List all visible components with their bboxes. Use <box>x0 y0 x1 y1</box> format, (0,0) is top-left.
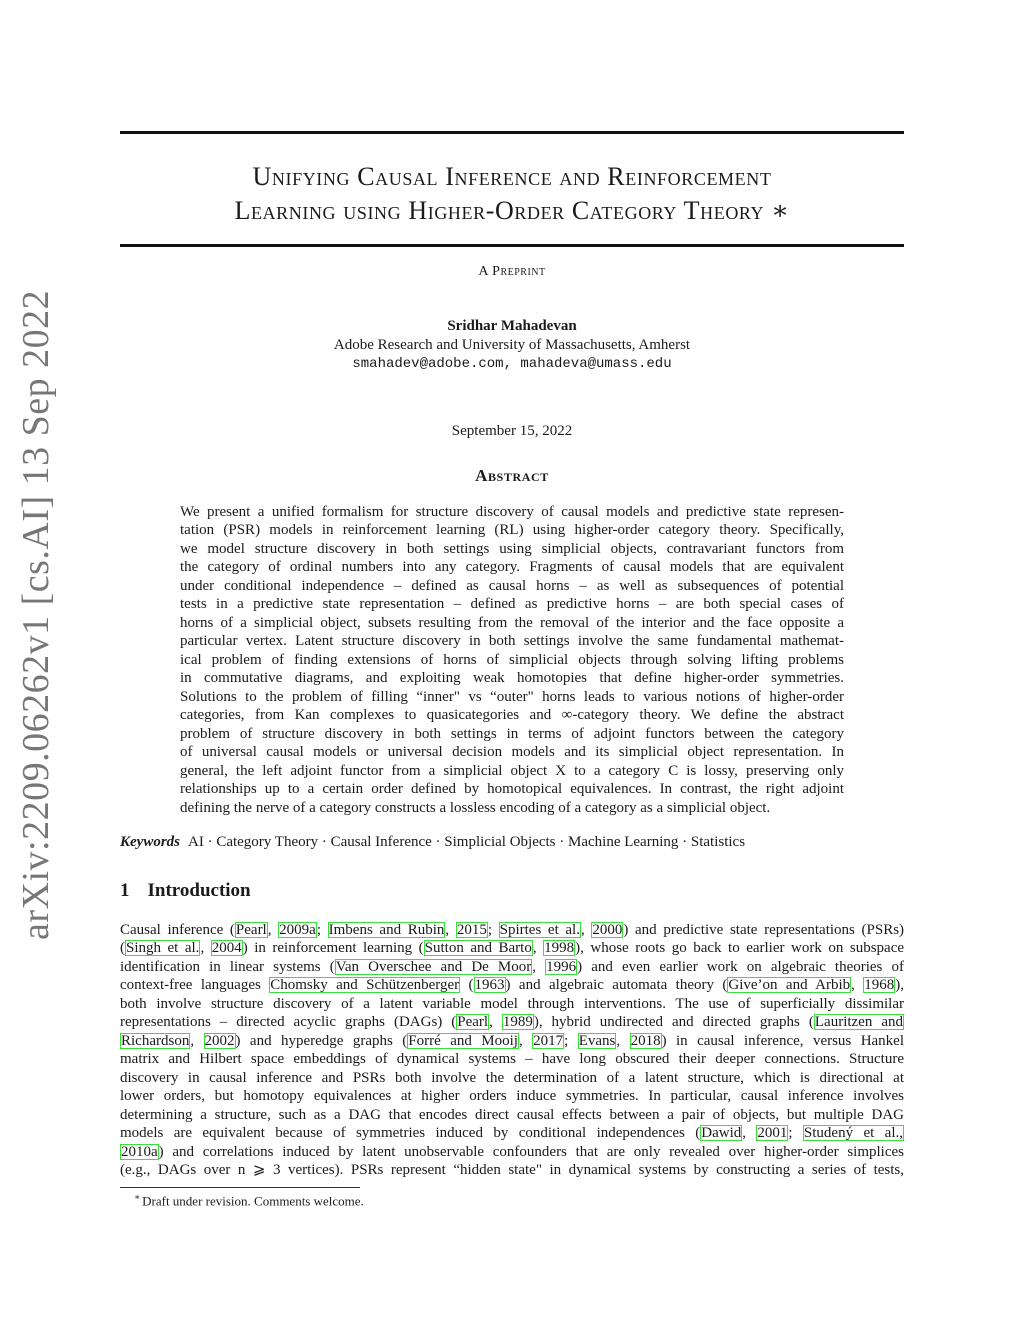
keywords-list: AI · Category Theory · Causal Inference · Simplicial Objects · Machine Learning · Statistics <box>188 834 746 850</box>
abstract-line: tests in a predictive state representation – defined as predictive horns – are both special cases of <box>180 596 844 612</box>
abstract-line: categories, from Kan complexes to quasicategories and ∞-category theory. We define the abstract <box>180 707 844 723</box>
abstract-line: defining the nerve of a category constructs a lossless encoding of a category as a simplicial object. <box>180 800 771 816</box>
paper-title-line-1: Unifying Causal Inference and Reinforcement <box>252 162 772 191</box>
author-name: Sridhar Mahadevan <box>447 318 577 334</box>
citation-link[interactable]: Imbens and Rubin <box>328 922 445 938</box>
footnote-mark: ∗ <box>134 1192 141 1202</box>
title-rule-bottom <box>120 244 904 247</box>
abstract-line: relationships up to a certain order defined by homotopical equivalences. In contrast, the right adjoint <box>180 781 844 797</box>
intro-line: identification in linear systems (Van Overschee and De Moor, 1996) and even earlier work on algebraic theories of <box>120 959 904 975</box>
section-title: Introduction <box>147 880 251 901</box>
citation-link[interactable]: 1989 <box>502 1014 533 1030</box>
intro-line: models are equivalent because of symmetries induced by conditional independences (Dawid, 2001; Studený et al., <box>120 1125 903 1141</box>
footnote-text: Draft under revision. Comments welcome. <box>142 1193 364 1209</box>
citation-link[interactable]: 2010a <box>121 1144 158 1160</box>
title-rule-top <box>120 131 904 134</box>
citation-link[interactable]: 2004 <box>211 940 242 956</box>
abstract-line: the category of ordinal numbers into any category. Fragments of causal models that are equivalent <box>180 559 844 575</box>
abstract-line: we model structure discovery in both settings using simplicial objects, contravariant functors from <box>180 541 844 557</box>
citation-link[interactable]: Studený et al., <box>803 1125 903 1141</box>
intro-line: Causal inference (Pearl, 2009a; Imbens and Rubin, 2015; Spirtes et al., 2000) and predictive state representations (PSRs) <box>120 922 905 938</box>
citation-link[interactable]: Van Overschee and De Moor <box>335 959 532 975</box>
abstract-line: We present a unified formalism for structure discovery of causal models and predictive state represen- <box>180 504 844 520</box>
footnote <box>134 1192 364 1209</box>
citation-link[interactable]: 2017 <box>533 1033 564 1049</box>
section-number: 1 <box>120 880 130 901</box>
abstract-line: of universal causal models or universal decision models and its simplicial object representation. In <box>180 744 844 760</box>
citation-link[interactable]: 2001 <box>757 1125 788 1141</box>
citation-link[interactable]: Lauritzen and <box>814 1014 903 1030</box>
citation-link[interactable]: Pearl <box>235 922 267 938</box>
citation-link[interactable]: Pearl <box>457 1014 489 1030</box>
intro-line: (e.g., DAGs over n ⩾ 3 vertices). PSRs represent “hidden state" in dynamical systems by constructing a series of tests, <box>120 1162 904 1178</box>
abstract-line: general, the left adjoint functor from a simplicial object X to a category C is lossy, preserving only <box>180 763 844 779</box>
abstract-line: tation (PSR) models in reinforcement learning (RL) using higher-order category theory. Specifically, <box>180 522 844 538</box>
abstract-heading: Abstract <box>475 466 549 485</box>
citation-link[interactable]: 2018 <box>630 1033 661 1049</box>
paper-title-line-2: Learning using Higher-Order Category Theory ∗ <box>234 196 790 225</box>
intro-line: representations – directed acyclic graphs (DAGs) (Pearl, 1989), hybrid undirected and directed graphs (Lauritzen and <box>120 1014 903 1030</box>
citation-link[interactable]: 1968 <box>864 977 895 993</box>
preprint-label: A Preprint <box>478 264 546 279</box>
intro-line: lower orders, but homotopy equivalences at higher orders induce symmetries. In particular, causal inference involves <box>120 1088 904 1104</box>
citation-link[interactable]: Forré and Mooij <box>408 1033 518 1049</box>
keywords-line <box>120 834 745 851</box>
citation-link[interactable]: Singh et al. <box>126 940 200 956</box>
citation-link[interactable]: Spirtes et al. <box>499 922 580 938</box>
author-affiliation: Adobe Research and University of Massachusetts, Amherst <box>333 337 691 353</box>
abstract-line: horns of a simplicial object, subsets resulting from the removal of the interior and the face opposite a <box>180 615 844 631</box>
citation-link[interactable]: 2009a <box>279 922 316 938</box>
abstract-line: in commutative diagrams, and exploiting weak homotopies that define higher-order symmetries. <box>180 670 844 686</box>
citation-link[interactable]: 2015 <box>456 922 487 938</box>
citation-link[interactable]: Dawid <box>701 1125 742 1141</box>
section-heading <box>120 880 269 902</box>
abstract-line: under conditional independence – defined as causal horns – as well as subsequences of potential <box>180 578 844 594</box>
intro-line: matrix and Hilbert space embeddings of dynamical systems – have long obscured their deeper connections. Structure <box>120 1051 904 1067</box>
abstract-line: Solutions to the problem of filling “inner" vs “outer" horns leads to various notions of higher-order <box>180 689 844 705</box>
intro-line: 2010a) and correlations induced by latent unobservable confounders that are only revealed over higher-order simplices <box>121 1144 904 1160</box>
keywords-label: Keywords <box>120 834 180 850</box>
citation-link[interactable]: Chomsky and Schützenberger <box>270 977 460 993</box>
citation-link[interactable]: Evans <box>578 1033 616 1049</box>
intro-line: both involve structure discovery of a latent variable model through interventions. The use of superficially dissimilar <box>120 996 904 1012</box>
intro-line: context-free languages Chomsky and Schützenberger (1963) and algebraic automata theory (Give’on and Arbib, 1968), <box>120 977 905 993</box>
citation-link[interactable]: 1963 <box>474 977 505 993</box>
footnote-rule <box>120 1187 360 1188</box>
intro-line: discovery in causal inference and PSRs both involve the determination of a latent structure, which is directional at <box>120 1070 904 1086</box>
intro-line: determining a structure, such as a DAG that encodes direct causal effects between a pair of objects, but multiple DAG <box>120 1107 904 1123</box>
citation-link[interactable]: 1996 <box>546 959 577 975</box>
author-email: smahadev@adobe.com, mahadeva@umass.edu <box>352 356 672 372</box>
abstract-line: ical problem of finding extensions of horns of simplicial objects through solving lifting problems <box>180 652 844 668</box>
arxiv-identifier-stamp: arXiv:2209.06262v1 [cs.AI] 13 Sep 2022 <box>15 289 57 940</box>
paper-date: September 15, 2022 <box>451 423 573 439</box>
citation-link[interactable]: Sutton and Barto <box>424 940 532 956</box>
abstract-line: problem of structure discovery in both settings in terms of adjoint functors between the category <box>180 726 844 742</box>
citation-link[interactable]: 2002 <box>204 1033 235 1049</box>
citation-link[interactable]: Give’on and Arbib <box>728 977 851 993</box>
citation-link[interactable]: 2000 <box>592 922 623 938</box>
intro-line: (Singh et al., 2004) in reinforcement learning (Sutton and Barto, 1998), whose roots go back to earlier work on subspace <box>120 940 905 956</box>
citation-link[interactable]: 1998 <box>544 940 575 956</box>
citation-link[interactable]: Richardson <box>121 1033 190 1049</box>
intro-line: Richardson, 2002) and hyperedge graphs (Forré and Mooij, 2017; Evans, 2018) in causal inference, versus Hankel <box>121 1033 905 1049</box>
abstract-line: particular vertex. Latent structure discovery in both settings involve the same fundamental mathemat- <box>180 633 844 649</box>
